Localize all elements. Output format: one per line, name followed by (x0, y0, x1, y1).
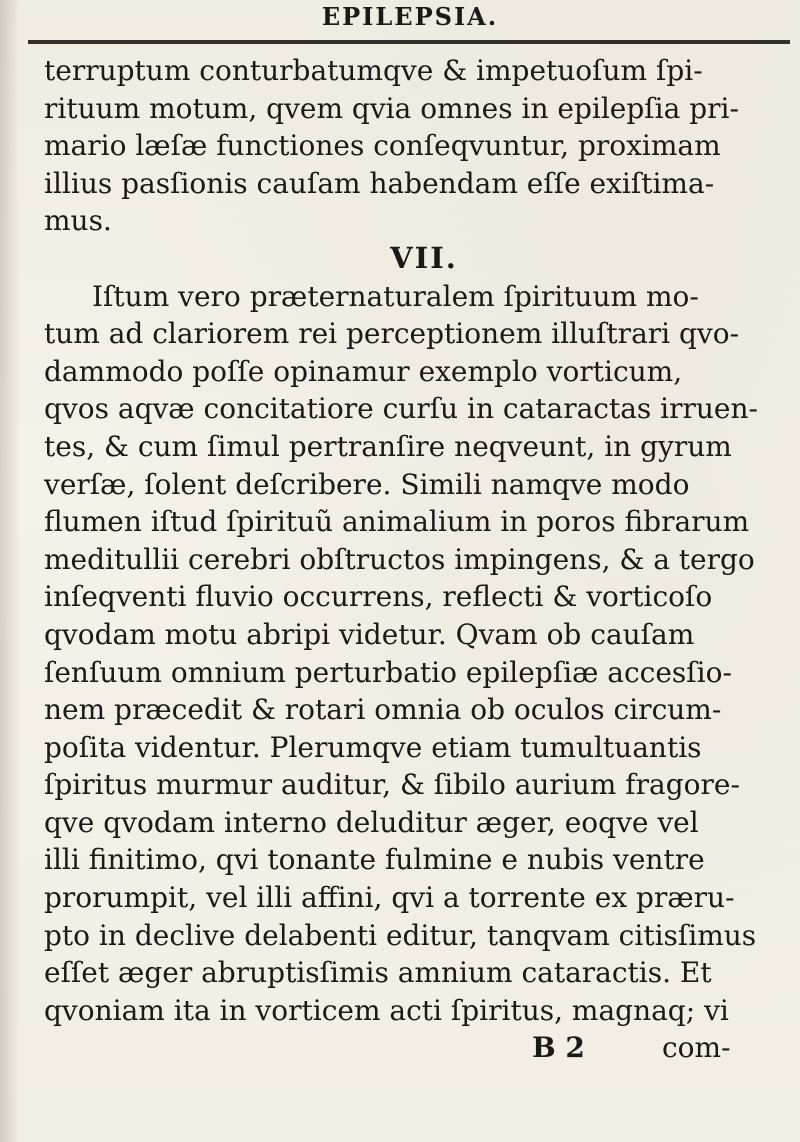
signature-mark: B 2 (532, 1031, 585, 1065)
text-line: mario læſæ functiones conſeqvuntur, proximam (44, 129, 721, 163)
text-line: ſenſuum omnium perturbatio epilepſiæ accesſio- (44, 655, 732, 689)
running-head: EPILEPSIA. (321, 2, 499, 31)
text-line: eſſet æger abruptisſimis amnium cataractis. Et (44, 956, 712, 990)
text-line: mus. (44, 204, 112, 238)
text-line: ſpiritus murmur auditur, & ſibilo aurium fragore- (44, 768, 740, 802)
text-line: nem præcedit & rotari omnia ob oculos circum- (44, 693, 722, 727)
text-line: qvos aqvæ concitatiore curſu in cataractas irruen- (44, 392, 758, 426)
text-line: inſeqventi fluvio occurrens, reflecti & vorticoſo (44, 580, 713, 614)
text-line: flumen iſtud ſpirituũ animalium in poros fibrarum (44, 505, 750, 539)
text-line: qve qvodam interno deluditur æger, eoqve vel (44, 805, 699, 839)
text-line: dammodo poſſe opinamur exemplo vorticum, (44, 354, 683, 388)
text-line: terruptum conturbatumqve & impetuoſum ſpi- (44, 54, 703, 87)
section-heading: VII. (390, 240, 458, 275)
text-line: qvodam motu abripi videtur. Qvam ob cauſam (44, 617, 695, 651)
text-line: tes, & cum ſimul pertranſire neqveunt, in gyrum (44, 429, 732, 463)
body-text (44, 52, 764, 1067)
footer-line (44, 1029, 764, 1067)
page-gutter-shadow (0, 0, 20, 1142)
text-line: rituum motum, qvem qvia omnes in epilepſia pri- (44, 91, 739, 125)
text-line: pto in declive delabenti editur, tanqvam citisſimus (44, 918, 757, 952)
text-line: poſita videntur. Plerumqve etiam tumultuantis (44, 730, 702, 764)
text-line: illius pasſionis cauſam habendam eſſe exiſtima- (44, 166, 715, 200)
header-rule (28, 40, 790, 44)
text-line: tum ad clariorem rei perceptionem illuſtrari qvo- (44, 317, 740, 351)
text-line: qvoniam ita in vorticem acti ſpiritus, magnaq; vi (44, 993, 729, 1027)
catchword: com- (662, 1031, 731, 1065)
text-line: verſæ, ſolent deſcribere. Simili namqve modo (44, 467, 690, 501)
text-line: illi finitimo, qvi tonante fulmine e nubis ventre (44, 843, 705, 877)
text-line: meditullii cerebri obſtructos impingens, & a tergo (44, 542, 755, 576)
text-line: prorumpit, vel illi affini, qvi a torrente ex præru- (44, 881, 735, 915)
text-line: Iſtum vero præternaturalem ſpirituum mo- (92, 279, 699, 313)
